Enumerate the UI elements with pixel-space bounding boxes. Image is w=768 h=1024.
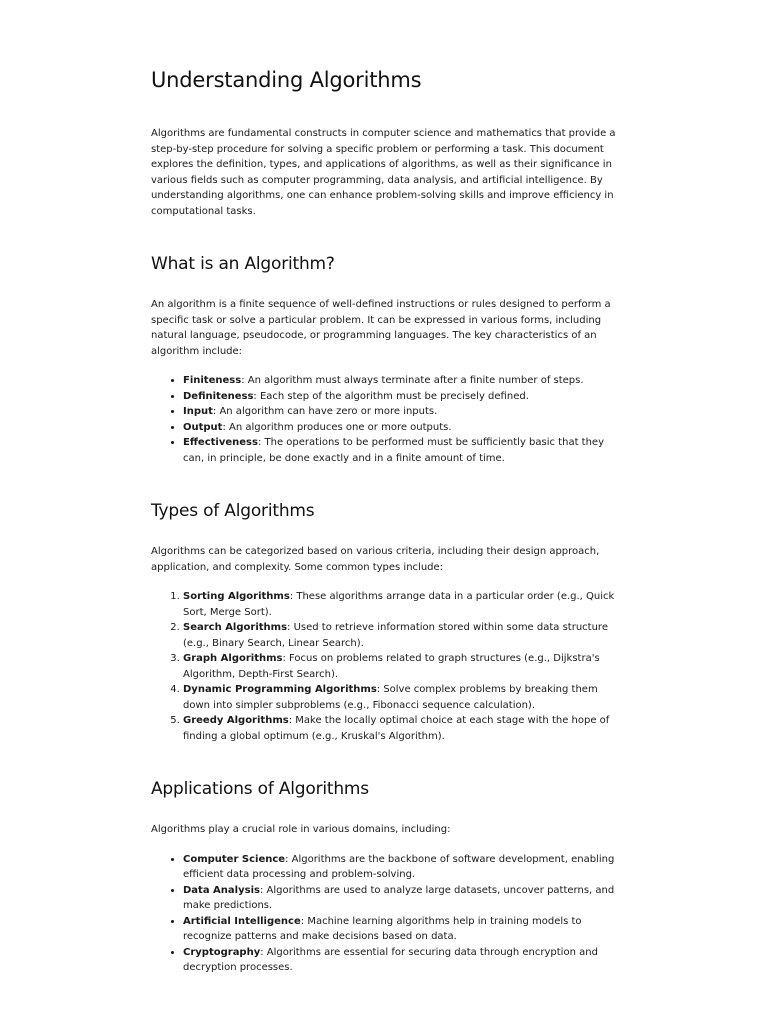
list-item (183, 404, 617, 420)
list-item-text: : These algorithms arrange data in a particular order (e.g., Quick Sort, Merge Sort). (183, 591, 615, 618)
section-paragraph-types-of-algorithms: Algorithms can be categorized based on various criteria, including their design approach, application, and complexity. Some common types include: (151, 546, 600, 573)
section-paragraph-applications: Algorithms play a crucial role in various domains, including: (151, 824, 451, 835)
list-item-term: Effectiveness (183, 437, 258, 448)
list-item (183, 620, 617, 651)
section-paragraph-what-is-algorithm: An algorithm is a finite sequence of well-defined instructions or rules designed to perform a specific task or solve a particular problem. It can be expressed in various forms, including natural language, pseudocode, or programming languages. The key characteristics of an algorithm include: (151, 299, 611, 357)
list-item-text: : Make the locally optimal choice at each stage with the hope of finding a global optimum (e.g., Kruskal's Algorithm). (183, 715, 610, 742)
list-item-term: Cryptography (183, 946, 261, 958)
list-item-text: : Each step of the algorithm must be precisely defined. (253, 390, 529, 402)
list-item-term: Graph Algorithms (183, 653, 283, 664)
intro-paragraph: Algorithms are fundamental constructs in computer science and mathematics that provide a step-by-step procedure for solving a specific problem or performing a task. This document explores the definition, types, and applications of algorithms, as well as their significance in various fields such as computer programming, data analysis, and artificial intelligence. By understanding algorithms, one can enhance problem-solving skills and improve efficiency in computational tasks. (151, 128, 616, 217)
list-item (183, 914, 617, 945)
section-heading-applications: Applications of Algorithms (151, 779, 369, 799)
list-item-text: : An algorithm must always terminate after a finite number of steps. (241, 375, 584, 386)
section-heading-types-of-algorithms: Types of Algorithms (151, 501, 315, 521)
list-item-term: Dynamic Programming Algorithms (183, 684, 377, 695)
list-item-term: Greedy Algorithms (183, 715, 289, 726)
list-item-term: Computer Science (183, 853, 286, 865)
document-title: Understanding Algorithms (151, 68, 422, 92)
list-item (183, 945, 617, 976)
list-item (183, 435, 617, 466)
list-item-text: : Algorithms are essential for securing data through encryption and decryption processes. (183, 946, 598, 973)
list-item (183, 883, 617, 914)
list-item (183, 852, 617, 883)
applications-list (151, 852, 617, 976)
list-item-text: : The operations to be performed must be sufficiently basic that they can, in principle, be done exactly and in a finite amount of time. (183, 437, 604, 464)
characteristics-list (151, 373, 617, 466)
list-item-text: : Algorithms are used to analyze large datasets, uncover patterns, and make predictions. (183, 884, 615, 911)
list-item-text: : Machine learning algorithms help in training models to recognize patterns and make decisions based on data. (183, 915, 582, 942)
list-item (183, 651, 617, 682)
algorithm-types-list (151, 589, 617, 744)
list-item-text: : An algorithm can have zero or more inputs. (212, 406, 438, 417)
document-body (151, 64, 617, 976)
list-item-text: : Algorithms are the backbone of software development, enabling efficient data processing and problem-solving. (183, 853, 615, 880)
list-item-term: Definiteness (183, 390, 254, 402)
section-heading-what-is-algorithm: What is an Algorithm? (151, 254, 335, 274)
list-item (183, 682, 617, 713)
list-item (183, 420, 617, 436)
list-item-term: Search Algorithms (183, 622, 288, 633)
list-item-term: Data Analysis (183, 884, 260, 896)
list-item-term: Output (183, 421, 223, 433)
list-item-text: : An algorithm produces one or more outputs. (222, 421, 452, 433)
list-item (183, 589, 617, 620)
list-item-term: Input (183, 406, 213, 417)
list-item (183, 389, 617, 405)
list-item-term: Artificial Intelligence (183, 915, 301, 927)
list-item-text: : Solve complex problems by breaking them down into simpler subproblems (e.g., Fibonacci sequence calculation). (183, 684, 598, 711)
list-item-term: Sorting Algorithms (183, 591, 290, 602)
list-item-term: Finiteness (183, 375, 242, 386)
list-item (183, 713, 617, 744)
list-item-text: : Focus on problems related to graph structures (e.g., Dijkstra's Algorithm, Depth-First Search). (183, 653, 600, 680)
list-item-text: : Used to retrieve information stored within some data structure (e.g., Binary Search, Linear Search). (183, 622, 608, 649)
list-item (183, 373, 617, 389)
